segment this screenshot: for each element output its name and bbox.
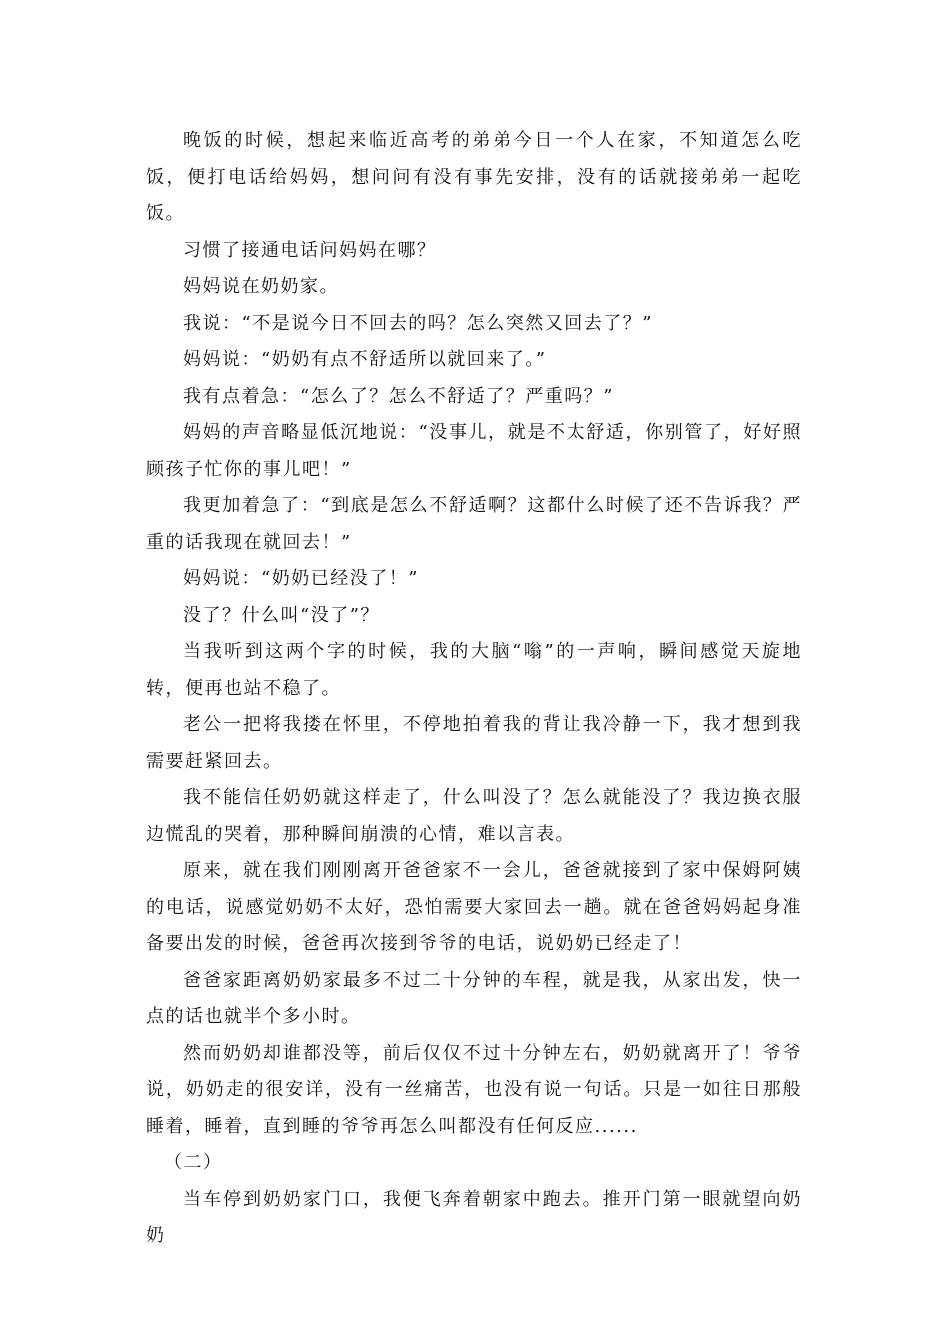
paragraph-8: 我更加着急了：“到底是怎么不舒适啊？这都什么时候了还不告诉我？严重的话我现在就回去！”	[146, 495, 802, 553]
paragraph-11: 当我听到这两个字的时候，我的大脑“嗡”的一声响，瞬间感觉天旋地转，便再也站不稳了。	[146, 641, 802, 699]
paragraph-13: 我不能信任奶奶就这样走了，什么叫没了？怎么就能没了？我边换衣服边慌乱的哭着，那种瞬间崩溃的心情，难以言表。	[146, 787, 802, 845]
paragraph-3: 妈妈说在奶奶家。	[183, 276, 339, 297]
paragraph-10: 没了？什么叫“没了”？	[183, 604, 380, 626]
section-heading: （二）	[164, 1152, 223, 1173]
paragraph-9: 妈妈说：“奶奶已经没了！”	[183, 568, 419, 589]
paragraph-6: 我有点着急：“怎么了？怎么不舒适了？严重吗？”	[183, 385, 614, 407]
document-body	[146, 123, 802, 1255]
paragraph-7: 妈妈的声音略显低沉地说：“没事儿，就是不太舒适，你别管了，好好照顾孩子忙你的事儿吧！”	[146, 422, 802, 480]
paragraph-12: 老公一把将我搂在怀里，不停地拍着我的背让我冷静一下，我才想到我需要赶紧回去。	[146, 714, 802, 772]
paragraph-14: 原来，就在我们刚刚离开爸爸家不一会儿，爸爸就接到了家中保姆阿姨的电话，说感觉奶奶不太好，恐怕需要大家回去一趟。就在爸爸妈妈起身准备要出发的时候，爸爸再次接到爷爷的电话，说奶奶已经走了！	[146, 860, 802, 954]
paragraph-16: 然而奶奶却谁都没等，前后仅仅不过十分钟左右，奶奶就离开了！爷爷说，奶奶走的很安详，没有一丝痛苦，也没有说一句话。只是一如往日那般睡着，睡着，直到睡的爷爷再怎么叫都没有任何反应......	[146, 1042, 802, 1137]
paragraph-2: 习惯了接通电话问妈妈在哪？	[183, 239, 437, 261]
paragraph-15: 爸爸家距离奶奶家最多不过二十分钟的车程，就是我，从家出发，快一点的话也就半个多小时。	[146, 969, 802, 1027]
paragraph-17: 当车停到奶奶家门口，我便飞奔着朝家中跑去。推开门第一眼就望向奶奶	[146, 1188, 802, 1246]
paragraph-1: 晚饭的时候，想起来临近高考的弟弟今日一个人在家，不知道怎么吃饭，便打电话给妈妈，想问问有没有事先安排，没有的话就接弟弟一起吃饭。	[146, 130, 802, 224]
paragraph-5: 妈妈说：“奶奶有点不舒适所以就回来了。”	[183, 349, 547, 370]
paragraph-4: 我说：“不是说今日不回去的吗？怎么突然又回去了？”	[183, 312, 653, 334]
